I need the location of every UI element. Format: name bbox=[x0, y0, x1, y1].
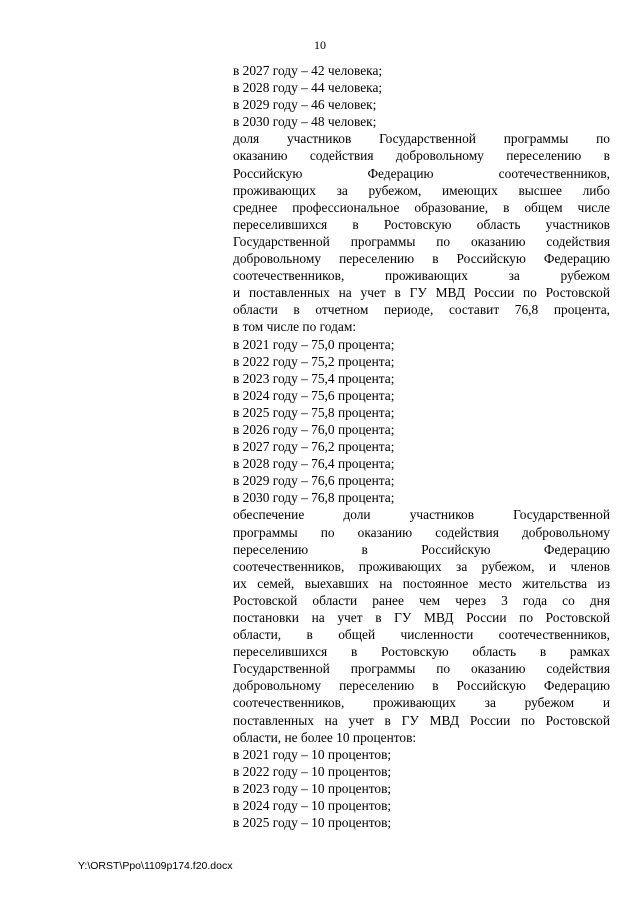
text-line: в 2023 году – 75,4 процента; bbox=[233, 370, 395, 386]
text-line: в 2030 году – 76,8 процента; bbox=[233, 490, 395, 506]
text-line: в 2026 году – 76,0 процента; bbox=[233, 421, 395, 437]
text-line: в 2022 году – 10 процентов; bbox=[233, 763, 392, 779]
text-line: переселившихся в Ростовскую область участников bbox=[233, 216, 610, 232]
text-line: переселению в Российскую Федерацию bbox=[233, 541, 610, 557]
text-line: в 2028 году – 76,4 процента; bbox=[233, 456, 395, 472]
text-line: добровольному переселению в Российскую Федерацию bbox=[233, 251, 610, 267]
text-line: их семей, выехавших на постоянное место жительства из bbox=[233, 575, 610, 591]
text-line: поставленных на учет в ГУ МВД России по Ростовской bbox=[233, 712, 610, 728]
text-line: соотечественников, проживающих за рубежом bbox=[233, 268, 610, 284]
text-line: в 2024 году – 75,6 процента; bbox=[233, 387, 395, 403]
text-line: в 2030 году – 48 человек; bbox=[233, 114, 377, 130]
text-line: оказанию содействия добровольному переселению в bbox=[233, 148, 610, 164]
text-line: в 2024 году – 10 процентов; bbox=[233, 798, 392, 814]
text-line: соотечественников, проживающих за рубежом и bbox=[233, 695, 610, 711]
text-line: области, не более 10 процентов: bbox=[233, 729, 417, 745]
text-line: переселившихся в Ростовскую область в рамках bbox=[233, 644, 610, 660]
text-line: Ростовской области ранее чем через 3 года со дня bbox=[233, 592, 610, 608]
text-line: в 2023 году – 10 процентов; bbox=[233, 780, 392, 796]
text-line: постановки на учет в ГУ МВД России по Ростовской bbox=[233, 610, 610, 625]
text-line: в 2021 году – 75,0 процента; bbox=[233, 336, 395, 352]
text-line: проживающих за рубежом, имеющих высшее либо bbox=[233, 182, 610, 198]
text-line: программы по оказанию содействия добровольному bbox=[233, 524, 610, 540]
footer-file-path: Y:\ORST\Ppo\1109p174.f20.docx bbox=[78, 860, 233, 872]
text-line: соотечественников, проживающих за рубежом, и членов bbox=[233, 558, 610, 574]
text-line: в 2025 году – 75,8 процента; bbox=[233, 404, 395, 420]
text-line: в 2029 году – 46 человек; bbox=[233, 97, 377, 113]
body-text bbox=[233, 62, 610, 831]
text-line: в 2025 году – 10 процентов; bbox=[233, 815, 392, 831]
text-line: добровольному переселению в Российскую Федерацию bbox=[233, 678, 610, 694]
page-number: 10 bbox=[314, 38, 326, 52]
text-line: в 2022 году – 75,2 процента; bbox=[233, 353, 395, 369]
text-line: и поставленных на учет в ГУ МВД России по Ростовской bbox=[233, 285, 610, 301]
text-line: обеспечение доли участников Государственной bbox=[233, 507, 610, 523]
text-line: среднее профессиональное образование, в общем числе bbox=[233, 199, 610, 215]
text-line: Российскую Федерацию соотечественников, bbox=[233, 165, 610, 181]
text-line: в 2029 году – 76,6 процента; bbox=[233, 473, 395, 489]
text-line: Государственной программы по оказанию содействия bbox=[233, 661, 610, 677]
text-line: в 2027 году – 42 человека; bbox=[233, 63, 383, 78]
text-line: области, в общей численности соотечественников, bbox=[233, 627, 610, 643]
text-line: в том числе по годам: bbox=[233, 319, 357, 335]
text-line: области в отчетном периоде, составит 76,8 процента, bbox=[233, 302, 610, 318]
text-line: Государственной программы по оказанию содействия bbox=[233, 233, 610, 249]
text-line: доля участников Государственной программы по bbox=[233, 131, 610, 147]
text-line: в 2028 году – 44 человека; bbox=[233, 80, 383, 96]
text-line: в 2027 году – 76,2 процента; bbox=[233, 439, 395, 455]
text-line: в 2021 году – 10 процентов; bbox=[233, 746, 392, 762]
